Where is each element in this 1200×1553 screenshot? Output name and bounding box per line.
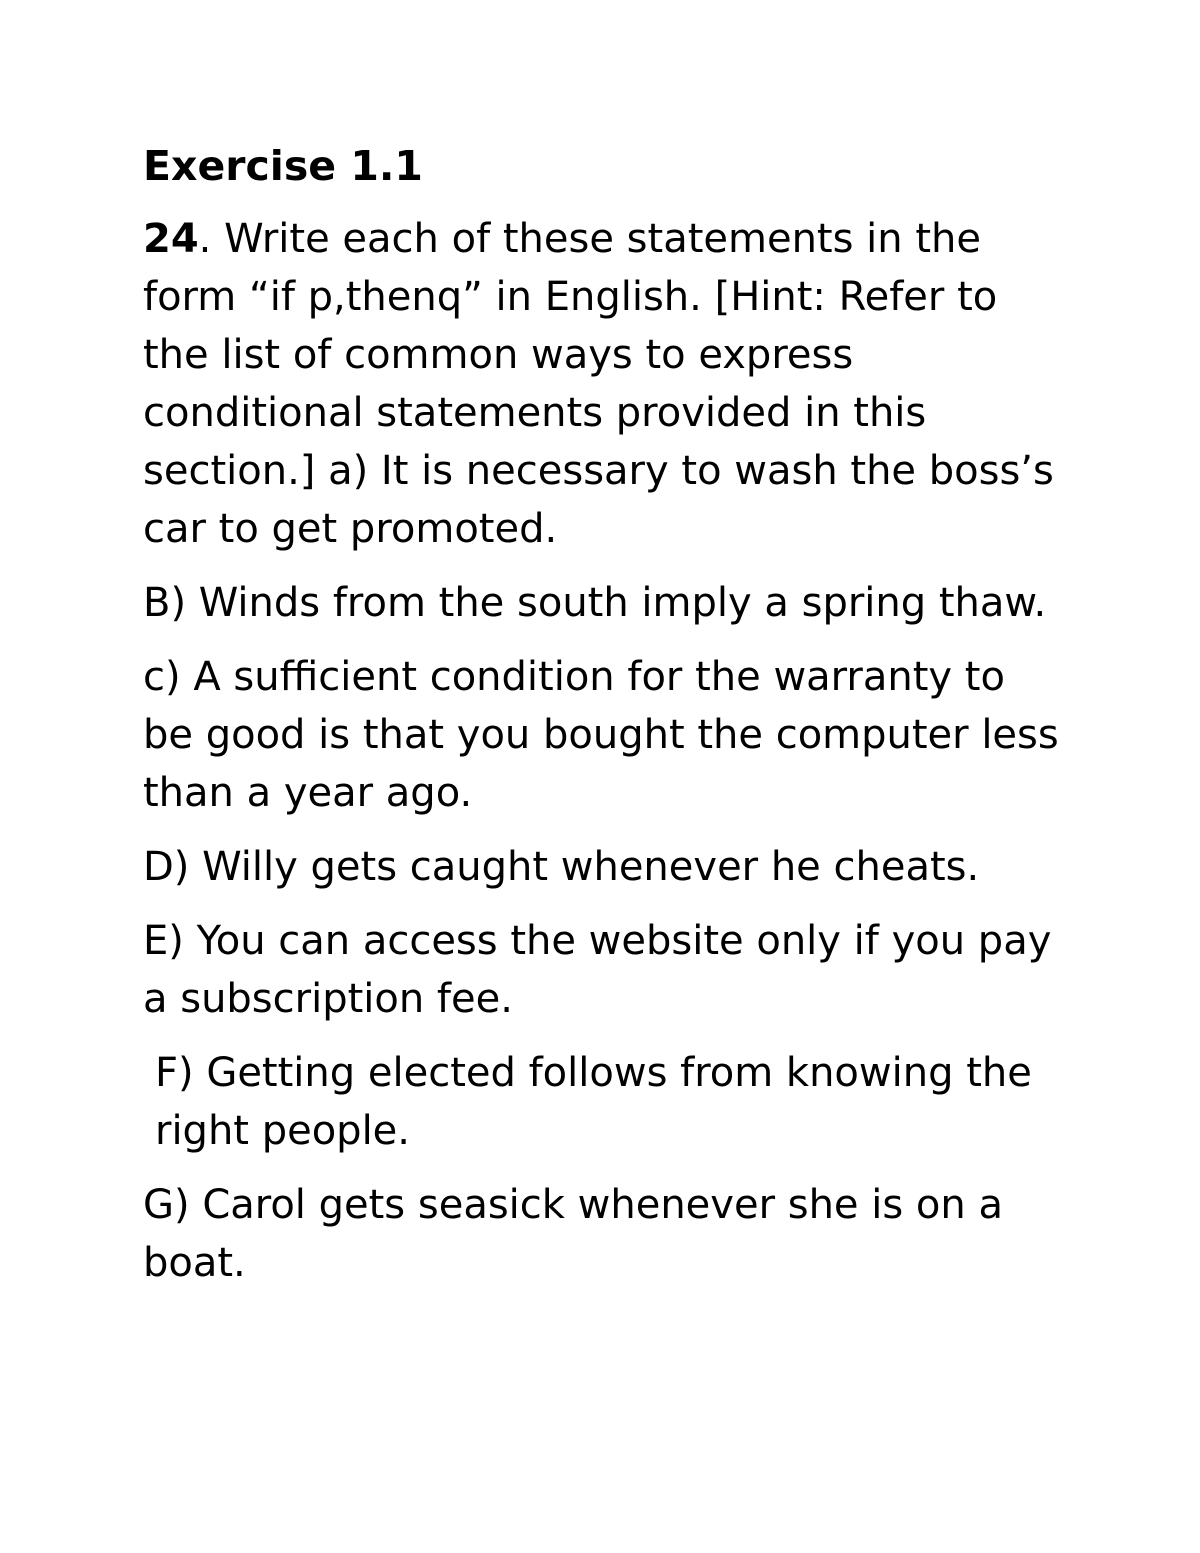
item-g: G) Carol gets seasick whenever she is on a boat. xyxy=(143,1182,1003,1286)
item-e: E) You can access the website only if you pay a subscription fee. xyxy=(143,918,1052,1022)
item-f: F) Getting elected follows from knowing the right people. xyxy=(155,1050,1032,1154)
exercise-title: Exercise 1.1 xyxy=(143,142,423,190)
item-d: D) Willy gets caught whenever he cheats. xyxy=(143,844,980,890)
document-page xyxy=(143,138,1063,1308)
question-number: 24 xyxy=(143,216,199,262)
item-b: B) Winds from the south imply a spring thaw. xyxy=(143,580,1047,626)
item-c: c) A sufficient condition for the warranty to be good is that you bought the computer less than a year ago. xyxy=(143,654,1059,816)
question-paragraph xyxy=(143,210,1063,558)
question-text: . Write each of these statements in the form “if p,thenq” in English. [Hint: Refer to the list of common ways to express conditional statements provided in this section.] a) It is necessary to wash the boss’s car to get promoted. xyxy=(143,216,1054,552)
